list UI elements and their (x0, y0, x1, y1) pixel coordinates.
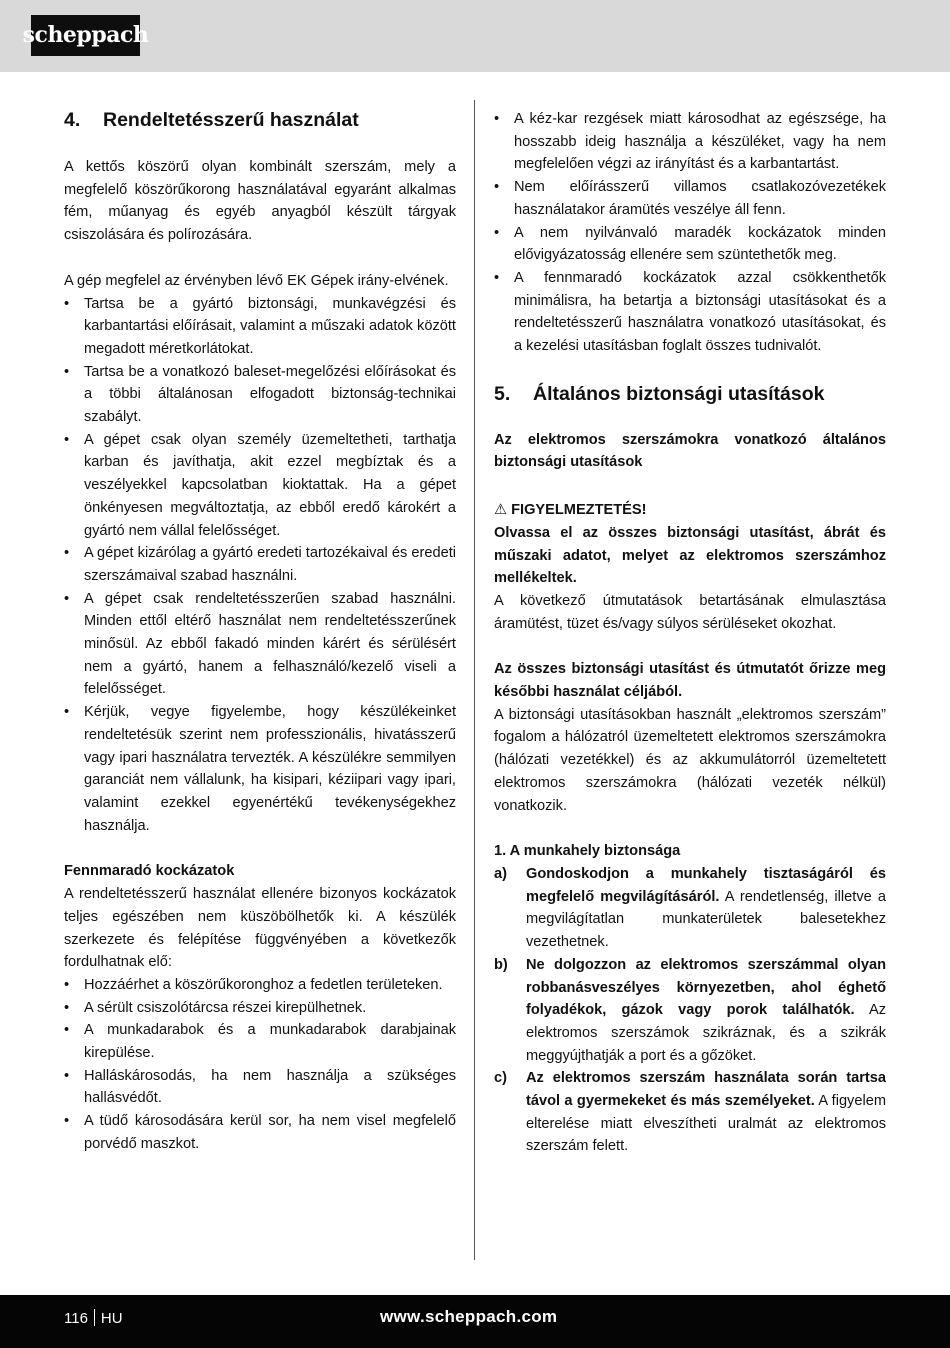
left-column (64, 108, 456, 1156)
logo-text: scheppach (22, 22, 149, 49)
list-item: • Hozzáérhet a köszörűkoronghoz a fedetlen területeken. (64, 974, 456, 997)
item-marker: c) (494, 1070, 507, 1087)
section-4-heading (64, 108, 456, 132)
workplace-safety-list (494, 863, 886, 1158)
usage-bullet-list (64, 293, 456, 838)
page-number (64, 1308, 123, 1331)
item-bold-text: Gondoskodjon a munkahely tisztaságáról és megfelelő megvilágításáról. (526, 865, 886, 905)
list-item (494, 863, 886, 954)
brand-logo[interactable] (22, 15, 149, 56)
footer-separator (94, 1309, 95, 1326)
residual-risks-heading: Fennmaradó kockázatok (64, 863, 235, 880)
page-number-value: 116 (64, 1310, 88, 1327)
item-marker: b) (494, 956, 508, 973)
list-item: • A kéz-kar rezgések miatt károsodhat az egészsége, ha hosszabb ideig használja a készüléket, vagy ha nem megfelelően végzi az irányítást és a karbantartást. (494, 108, 886, 176)
section-5-heading (494, 382, 886, 406)
item-text: Az elektromos szerszámok szikráznak, és a szikrák meggyújthatják a port és a gőzöket. (526, 1002, 886, 1064)
list-item: • Halláskárosodás, ha nem használja a szükséges hallásvédőt. (64, 1065, 456, 1110)
item-bold-text: Az elektromos szerszám használata során tartsa távol a gyermekeket és más személyeket. (526, 1070, 886, 1110)
section-number: 4. (64, 109, 81, 131)
list-item: • Nem előírásszerű villamos csatlakozóvezetékek használatakor áramütés veszélye áll fenn. (494, 176, 886, 221)
general-safety-heading: Az elektromos szerszámokra vonatkozó általános biztonsági utasítások (494, 431, 886, 471)
list-item: • A gépet csak rendeltetésszerűen szabad használni. Minden ettől eltérő használat nem rendeltetésszerűnek minősül. Az ebből fakadó minden kárért és sérülésért nem a gyártó, hanem a felhasználó/kezelő viseli a felelősséget. (64, 588, 456, 702)
residual-risks-list-continued (494, 108, 886, 358)
list-item: • A gépet kizárólag a gyártó eredeti tartozékaival és eredeti szerszámaival szabad használni. (64, 542, 456, 587)
item-marker: a) (494, 865, 507, 882)
list-item: • A gépet csak olyan személy üzemeltetheti, tarthatja karban és javíthatja, akit ezzel megbíztak és a veszélyekkel kapcsolatban kioktattak. Ha a gépet önkényesen megváltoztatja, az ebből eredő károkért a gyártó nem vállal felelősséget. (64, 429, 456, 543)
list-item (494, 1067, 886, 1158)
footer-bar (0, 1295, 950, 1348)
right-column (494, 108, 886, 1158)
column-divider (474, 100, 475, 1260)
warning-label (494, 499, 886, 522)
website-link[interactable]: www.scheppach.com (380, 1307, 558, 1326)
list-item: • A fennmaradó kockázatok azzal csökkenthetők minimálisra, ha betartja a biztonsági utasításokat és a rendeltetésszerű használatra vonatkozó utasításokat, és a kezelési utasításban foglalt összes tudnivalót. (494, 267, 886, 358)
section-title: Rendeltetésszerű használat (103, 109, 359, 131)
item-text: A figyelem elterelése miatt elveszítheti uralmát az elektromos szerszám felett. (526, 1093, 886, 1155)
section-title: Általános biztonsági utasítások (533, 382, 825, 405)
warning-bold-text: Olvassa el az összes biztonsági utasítást, ábrát és műszaki adatot, melyet az elektromos szerszámhoz mellékeltek. (494, 524, 886, 587)
item-text: A rendetlenség, illetve a megvilágítatlan munkaterületek balesetekhez vezethetnek. (526, 888, 886, 951)
warning-triangle-icon: ⚠ (494, 502, 508, 519)
warning-label-text: FIGYELMEZTETÉS! (511, 502, 647, 519)
keep-instructions-heading: Az összes biztonsági utasítást és útmutatót őrizze meg későbbi használat céljából. (494, 661, 886, 701)
language-code: HU (100, 1310, 123, 1327)
list-item: • A nem nyilvánvaló maradék kockázatok minden elővigyázatosság ellenére sem szüntethetők meg. (494, 222, 886, 267)
item-bold-text: Ne dolgozzon az elektromos szerszámmal olyan robbanásveszélyes környezetben, ahol éghető folyadékok, gázok vagy porok találhatók. (526, 956, 886, 1019)
intro-paragraph: A kettős köszörű olyan kombinált szerszám, mely a megfelelő köszörűkorong használatával egyaránt alkalmas fém, műanyag és egyéb anyagból készült tárgyak csiszolására és polírozására. (64, 159, 456, 244)
list-item: • A munkadarabok és a munkadarabok darabjainak kirepülése. (64, 1019, 456, 1064)
list-item (494, 954, 886, 1068)
list-item: • Tartsa be a gyártó biztonsági, munkavégzési és karbantartási előírásait, valamint a műszaki adatok között megadott méretkorlátokat. (64, 293, 456, 361)
warning-text: A következő útmutatások betartásának elmulasztása áramütést, tüzet és/vagy súlyos sérüléseket okozhat. (494, 592, 886, 632)
list-item: • A sérült csiszolótárcsa részei kirepülhetnek. (64, 997, 456, 1020)
workplace-safety-heading: 1. A munkahely biztonsága (494, 843, 681, 860)
header-bar (0, 0, 950, 72)
list-item: • Tartsa be a vonatkozó baleset-megelőzési előírásokat és a többi általánosan elfogadott biztonság-technikai szabályt. (64, 361, 456, 429)
list-item: • Kérjük, vegye figyelembe, hogy készülékeinket rendeltetésük szerint nem professzionális, hivatásszerű vagy ipari használatra tervezték. A készülékre semmilyen garanciát nem vállalunk, ha kisipari, kéziipari vagy ipari, valamint ezekkel egyenértékű tevékenységekhez használja. (64, 701, 456, 837)
list-item: • A tüdő károsodására kerül sor, ha nem visel megfelelő porvédő maszkot. (64, 1110, 456, 1155)
residual-risks-list (64, 974, 456, 1156)
section-number: 5. (494, 382, 511, 405)
keep-instructions-text: A biztonsági utasításokban használt „elektromos szerszám” fogalom a hálózatról üzemeltetett elektromos szerszámokra (hálózati vezetékkel) és az akkumulátorról üzemeltetett elektromos szerszámokra (hálózati vezeték nélkül) vonatkozik. (494, 706, 886, 814)
ek-paragraph: A gép megfelel az érvényben lévő EK Gépek irány-elvének. (64, 272, 449, 289)
residual-risks-paragraph: A rendeltetésszerű használat ellenére bizonyos kockázatok teljes egészében nem küszöbölhetők ki. A készülék szerkezete és felépítése függvényében a következők fordulhatnak elő: (64, 886, 456, 971)
